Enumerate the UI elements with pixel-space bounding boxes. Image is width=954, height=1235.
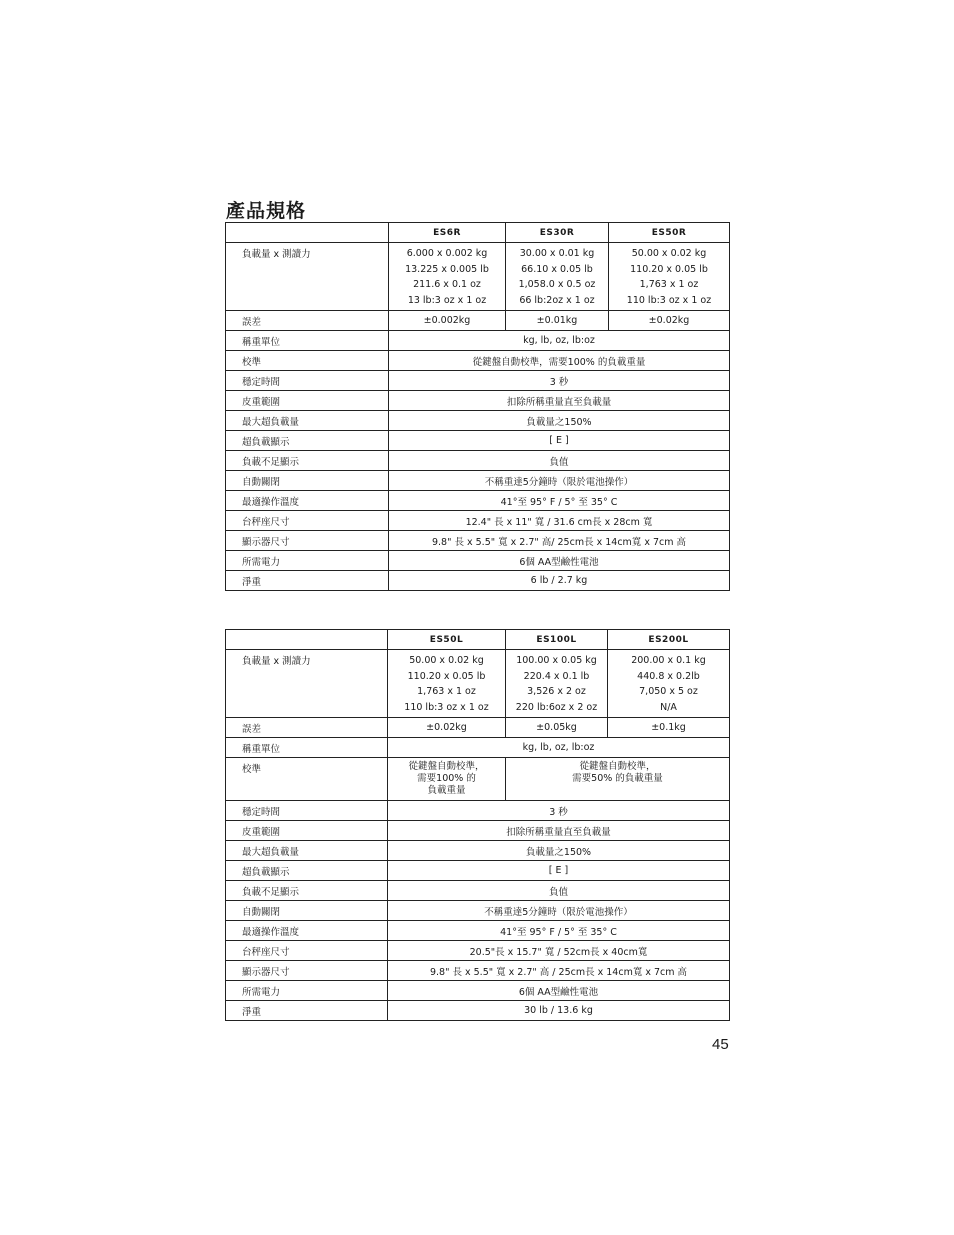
spec-row [226,351,730,371]
calibration-line: 需要100% 的 [417,773,476,784]
spec-row [226,901,730,921]
capacity-line: 66.10 x 0.05 lb [521,263,593,275]
row-label: 超負載顯示 [226,861,388,881]
row-label: 稱重單位 [226,331,389,351]
capacity-row [226,650,730,718]
spec-row [226,331,730,351]
spec-row [226,861,730,881]
row-label: 誤差 [226,311,389,331]
capacity-line: 66 lb:2oz x 1 oz [519,294,595,306]
header-row [226,223,730,243]
calibration-line: 從鍵盤自動校準， [408,761,485,772]
row-value: 負值 [389,451,730,471]
capacity-line: N/A [660,701,677,713]
capacity-line: 110 lb:3 oz x 1 oz [626,294,712,306]
error-cell: ±0.1kg [608,718,730,738]
row-value: 30 lb / 13.6 kg [388,1001,730,1021]
capacity-cell [506,650,608,718]
capacity-line: 211.6 x 0.1 oz [413,279,481,290]
error-cell: ±0.01kg [506,311,609,331]
header-empty-cell [226,223,389,243]
capacity-line: 1,763 x 1 oz [639,279,699,290]
row-label: 台秤座尺寸 [226,511,389,531]
spec-row [226,801,730,821]
row-label: 皮重範圍 [226,391,389,411]
spec-table-r-series [225,222,730,591]
calibration-line: 負載重量 [427,785,466,796]
spec-row [226,491,730,511]
row-label: 顯示器尺寸 [226,531,389,551]
calibration-row [226,758,730,801]
error-cell: ±0.002kg [389,311,506,331]
row-value: 20.5"長 x 15.7" 寬 / 52cm長 x 40cm寬 [388,941,730,961]
capacity-cell [389,243,506,311]
row-value: 3 秒 [389,371,730,391]
capacity-line: 220 lb:6oz x 2 oz [515,701,598,713]
row-value: [ E ] [389,431,730,451]
capacity-line: 6.000 x 0.002 kg [406,248,488,259]
row-label: 所需電力 [226,981,388,1001]
capacity-line: 100.00 x 0.05 kg [516,655,597,666]
calibration-cell [388,758,506,801]
row-value: 負載量之150% [389,411,730,431]
row-label: 稱重單位 [226,738,388,758]
row-label: 負載不足顯示 [226,881,388,901]
row-label: 淨重 [226,571,389,591]
spec-row [226,451,730,471]
page-title: 產品規格 [226,200,307,222]
row-value: kg, lb, oz, lb:oz [388,738,730,758]
spec-row [226,391,730,411]
capacity-cell [608,650,730,718]
calibration-line: 需要50% 的負載重量 [572,773,663,784]
row-value: 不稱重達5分鐘時（限於電池操作） [389,471,730,491]
capacity-line: 1,763 x 1 oz [417,686,476,697]
model-header: ES30R [506,223,609,243]
row-value: 負值 [388,881,730,901]
row-label: 負載量 x 測讀力 [226,243,389,311]
row-label: 校準 [226,351,389,371]
row-value: 9.8" 長 x 5.5" 寬 x 2.7" 高 / 25cm長 x 14cm寬 x 7cm 高 [388,961,730,981]
row-value: 9.8" 長 x 5.5" 寬 x 2.7" 高/ 25cm長 x 14cm寬 x 7cm 高 [389,531,730,551]
capacity-line: 13.225 x 0.005 lb [405,263,489,275]
spec-row [226,551,730,571]
spec-row [226,961,730,981]
model-header: ES6R [389,223,506,243]
spec-row [226,371,730,391]
capacity-row [226,243,730,311]
capacity-line: 200.00 x 0.1 kg [631,655,706,666]
row-value: 6個 AA型鹼性電池 [389,551,730,571]
row-value: 6個 AA型鹼性電池 [388,981,730,1001]
spec-row [226,431,730,451]
row-label: 顯示器尺寸 [226,961,388,981]
spec-row [226,1001,730,1021]
row-label: 自動關閉 [226,471,389,491]
row-label: 最適操作溫度 [226,921,388,941]
capacity-line: 30.00 x 0.01 kg [519,248,595,259]
model-header: ES100L [506,630,608,650]
capacity-line: 7,050 x 5 oz [639,686,698,697]
row-label: 負載量 x 測讀力 [226,650,388,718]
row-value: 不稱重達5分鐘時（限於電池操作） [388,901,730,921]
spec-row [226,821,730,841]
page-number: 45 [712,1036,729,1053]
capacity-line: 110.20 x 0.05 lb [630,263,708,275]
capacity-line: 440.8 x 0.2lb [637,670,700,682]
row-value: 6 lb / 2.7 kg [389,571,730,591]
calibration-cell [506,758,730,801]
spec-row [226,531,730,551]
error-row [226,718,730,738]
spec-row [226,571,730,591]
row-label: 最大超負載量 [226,841,388,861]
row-value: 扣除所稱重量直至負載量 [388,821,730,841]
row-label: 超負載顯示 [226,431,389,451]
error-cell: ±0.05kg [506,718,608,738]
error-cell: ±0.02kg [609,311,730,331]
error-cell: ±0.02kg [388,718,506,738]
capacity-cell [388,650,506,718]
capacity-line: 220.4 x 0.1 lb [523,670,590,682]
header-empty-cell [226,630,388,650]
row-label: 淨重 [226,1001,388,1021]
units-row [226,738,730,758]
capacity-line: 110 lb:3 oz x 1 oz [404,701,489,713]
row-label: 皮重範圍 [226,821,388,841]
row-label: 最適操作溫度 [226,491,389,511]
model-header: ES50L [388,630,506,650]
capacity-line: 50.00 x 0.02 kg [409,655,484,666]
spec-row [226,981,730,1001]
row-value: 扣除所稱重量直至負載量 [389,391,730,411]
row-value: 從鍵盤自動校準，需要100% 的負載重量 [389,351,730,371]
row-value: kg, lb, oz, lb:oz [389,331,730,351]
row-value: 3 秒 [388,801,730,821]
row-label: 台秤座尺寸 [226,941,388,961]
spec-row [226,511,730,531]
row-value: 12.4" 長 x 11" 寬 / 31.6 cm長 x 28cm 寬 [389,511,730,531]
capacity-cell [609,243,730,311]
capacity-line: 110.20 x 0.05 lb [407,670,486,682]
spec-row [226,841,730,861]
row-label: 所需電力 [226,551,389,571]
row-label: 負載不足顯示 [226,451,389,471]
capacity-line: 13 lb:3 oz x 1 oz [407,294,487,306]
spec-row [226,941,730,961]
model-header: ES50R [609,223,730,243]
capacity-line: 1,058.0 x 0.5 oz [518,279,596,290]
error-row [226,311,730,331]
spec-row [226,921,730,941]
row-value: 負載量之150% [388,841,730,861]
row-label: 校準 [226,758,388,801]
spec-row [226,881,730,901]
capacity-line: 50.00 x 0.02 kg [631,248,707,259]
row-label: 最大超負載量 [226,411,389,431]
row-label: 誤差 [226,718,388,738]
model-header: ES200L [608,630,730,650]
spec-table-l-series [225,629,730,1021]
spec-row [226,411,730,431]
capacity-cell [506,243,609,311]
row-value: [ E ] [388,861,730,881]
row-label: 穩定時間 [226,371,389,391]
row-value: 41°至 95° F / 5° 至 35° C [389,491,730,511]
row-value: 41°至 95° F / 5° 至 35° C [388,921,730,941]
row-label: 穩定時間 [226,801,388,821]
capacity-line: 3,526 x 2 oz [527,686,586,697]
row-label: 自動關閉 [226,901,388,921]
calibration-line: 從鍵盤自動校準， [579,761,656,772]
header-row [226,630,730,650]
spec-row [226,471,730,491]
